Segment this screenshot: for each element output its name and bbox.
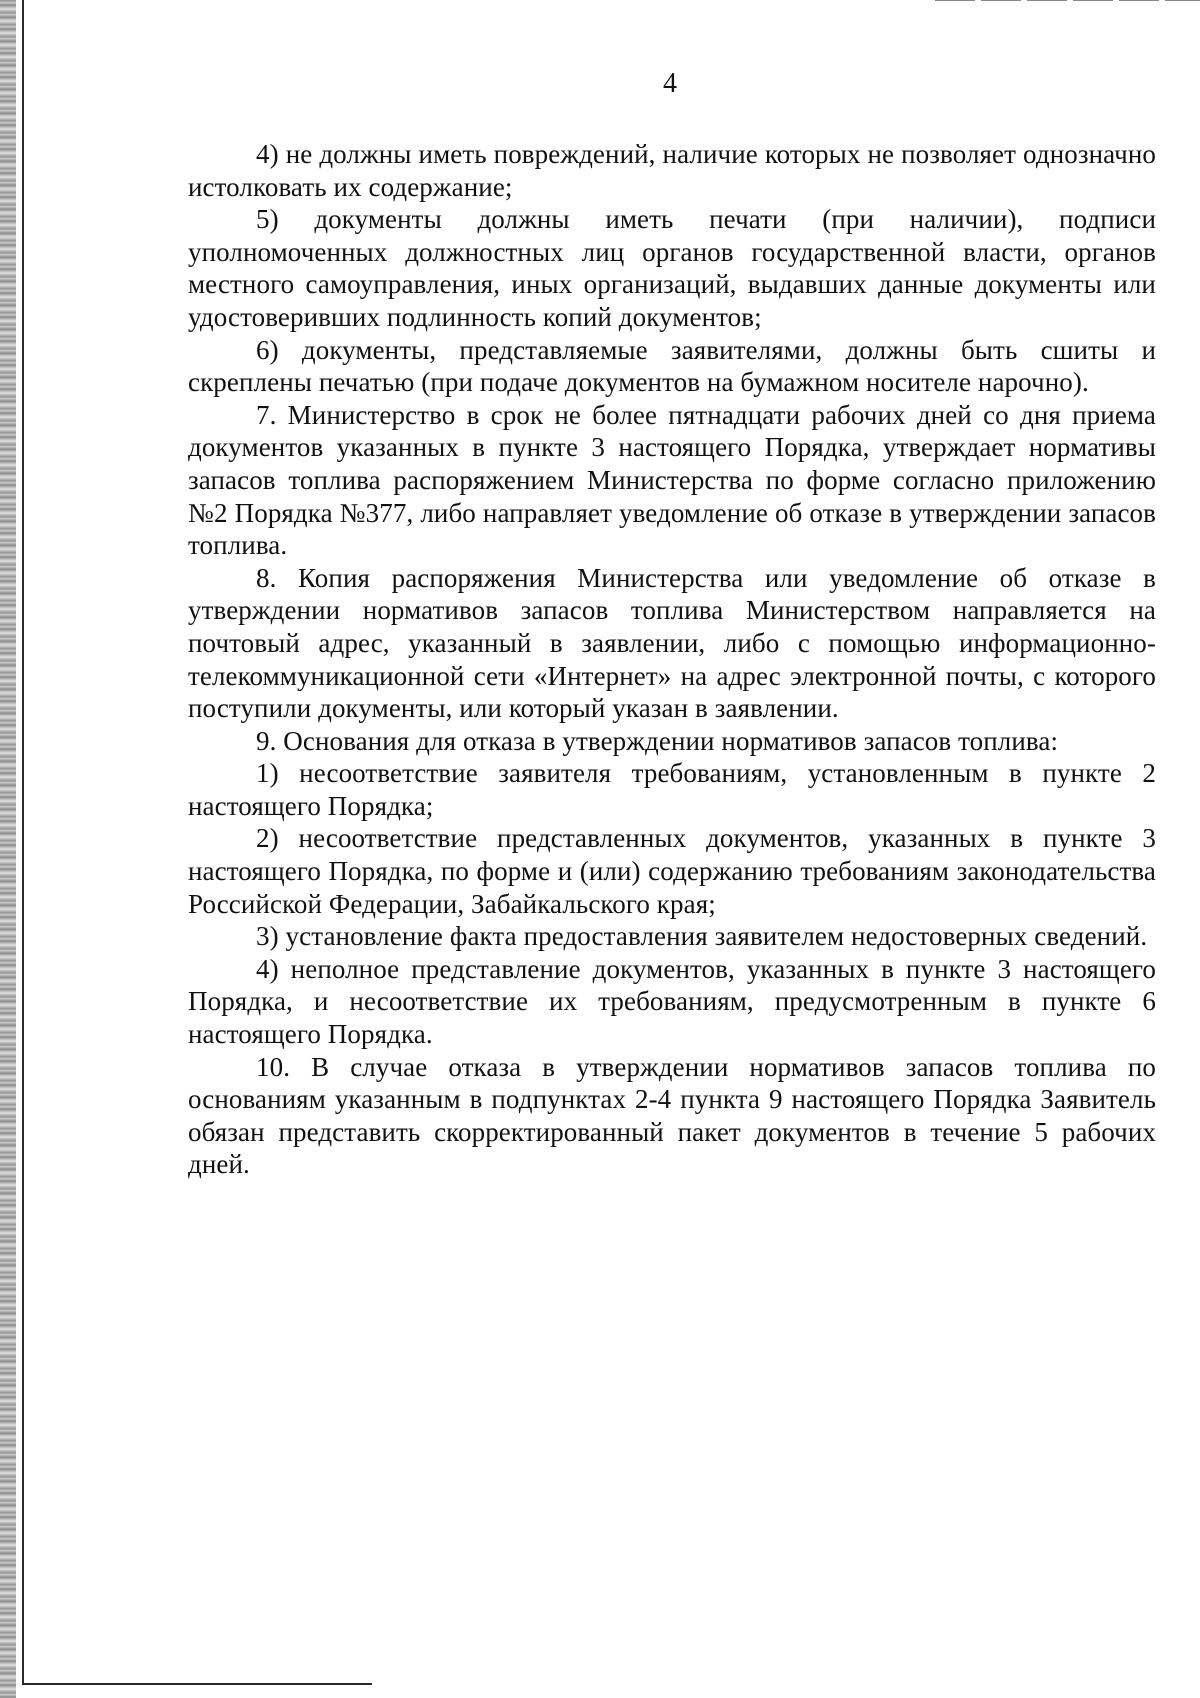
paragraph-reason-4: 4) неполное представление документов, указанных в пункте 3 настоящего Порядка, и несоответствие их требованиям, предусмотренным в пункте 6 настоящего Порядка. xyxy=(188,953,1156,1050)
paragraph-item-6: 6) документы, представляемые заявителями, должны быть сшиты и скреплены печатью (при подаче документов на бумажном носителе нарочно). xyxy=(188,334,1156,398)
paragraph-reason-1: 1) несоответствие заявителя требованиям, установленным в пункте 2 настоящего Порядка; xyxy=(188,758,1156,821)
paragraph-clause-8: 8. Копия распоряжения Министерства или уведомление об отказе в утверждении нормативов запасов топлива Министерством направляется на почтовый адрес, указанный в заявлении, либо с помощью информационно-телекоммуникационной сети «Интернет» на адрес электронной почты, с которого поступили документы, или который указан в заявлении. xyxy=(188,562,1156,724)
scan-border-line xyxy=(22,0,24,1684)
paragraph-clause-7: 7. Министерство в срок не более пятнадцати рабочих дней со дня приема документов указанных в пункте 3 настоящего Порядка, утверждает нормативы запасов топлива распоряжением Министерства по форме согласно приложению №2 Порядка №377, либо направляет уведомление об отказе в утверждении запасов топлива. xyxy=(188,399,1156,561)
document-body xyxy=(188,138,1156,1181)
paragraph-item-5: 5) документы должны иметь печати (при наличии), подписи уполномоченных должностных лиц органов государственной власти, органов местного самоуправления, иных организаций, выдавших данные документы или удостоверивших подлинность копий документов; xyxy=(188,204,1156,332)
page-number: 4 xyxy=(663,68,677,99)
paragraph-item-4: 4) не должны иметь повреждений, наличие которых не позволяет однозначно истолковать их содержание; xyxy=(188,139,1156,202)
scan-top-line xyxy=(935,0,1200,1)
scan-bottom-line xyxy=(22,1683,372,1685)
paragraph-reason-3: 3) установление факта предоставления заявителем недостоверных сведений. xyxy=(256,921,1148,952)
paragraph-clause-9: 9. Основания для отказа в утверждении нормативов запасов топлива: xyxy=(256,725,1059,756)
paragraph-clause-10: 10. В случае отказа в утверждении нормативов запасов топлива по основаниям указанным в подпунктах 2-4 пункта 9 настоящего Порядка Заявитель обязан представить скорректированный пакет документов в течение 5 рабочих дней. xyxy=(188,1051,1156,1180)
paragraph-reason-2: 2) несоответствие представленных документов, указанных в пункте 3 настоящего Порядка, по форме и (или) содержанию требованиям законодательства Российской Федерации, Забайкальского края; xyxy=(188,823,1156,919)
scan-edge-artifact xyxy=(0,0,16,1698)
